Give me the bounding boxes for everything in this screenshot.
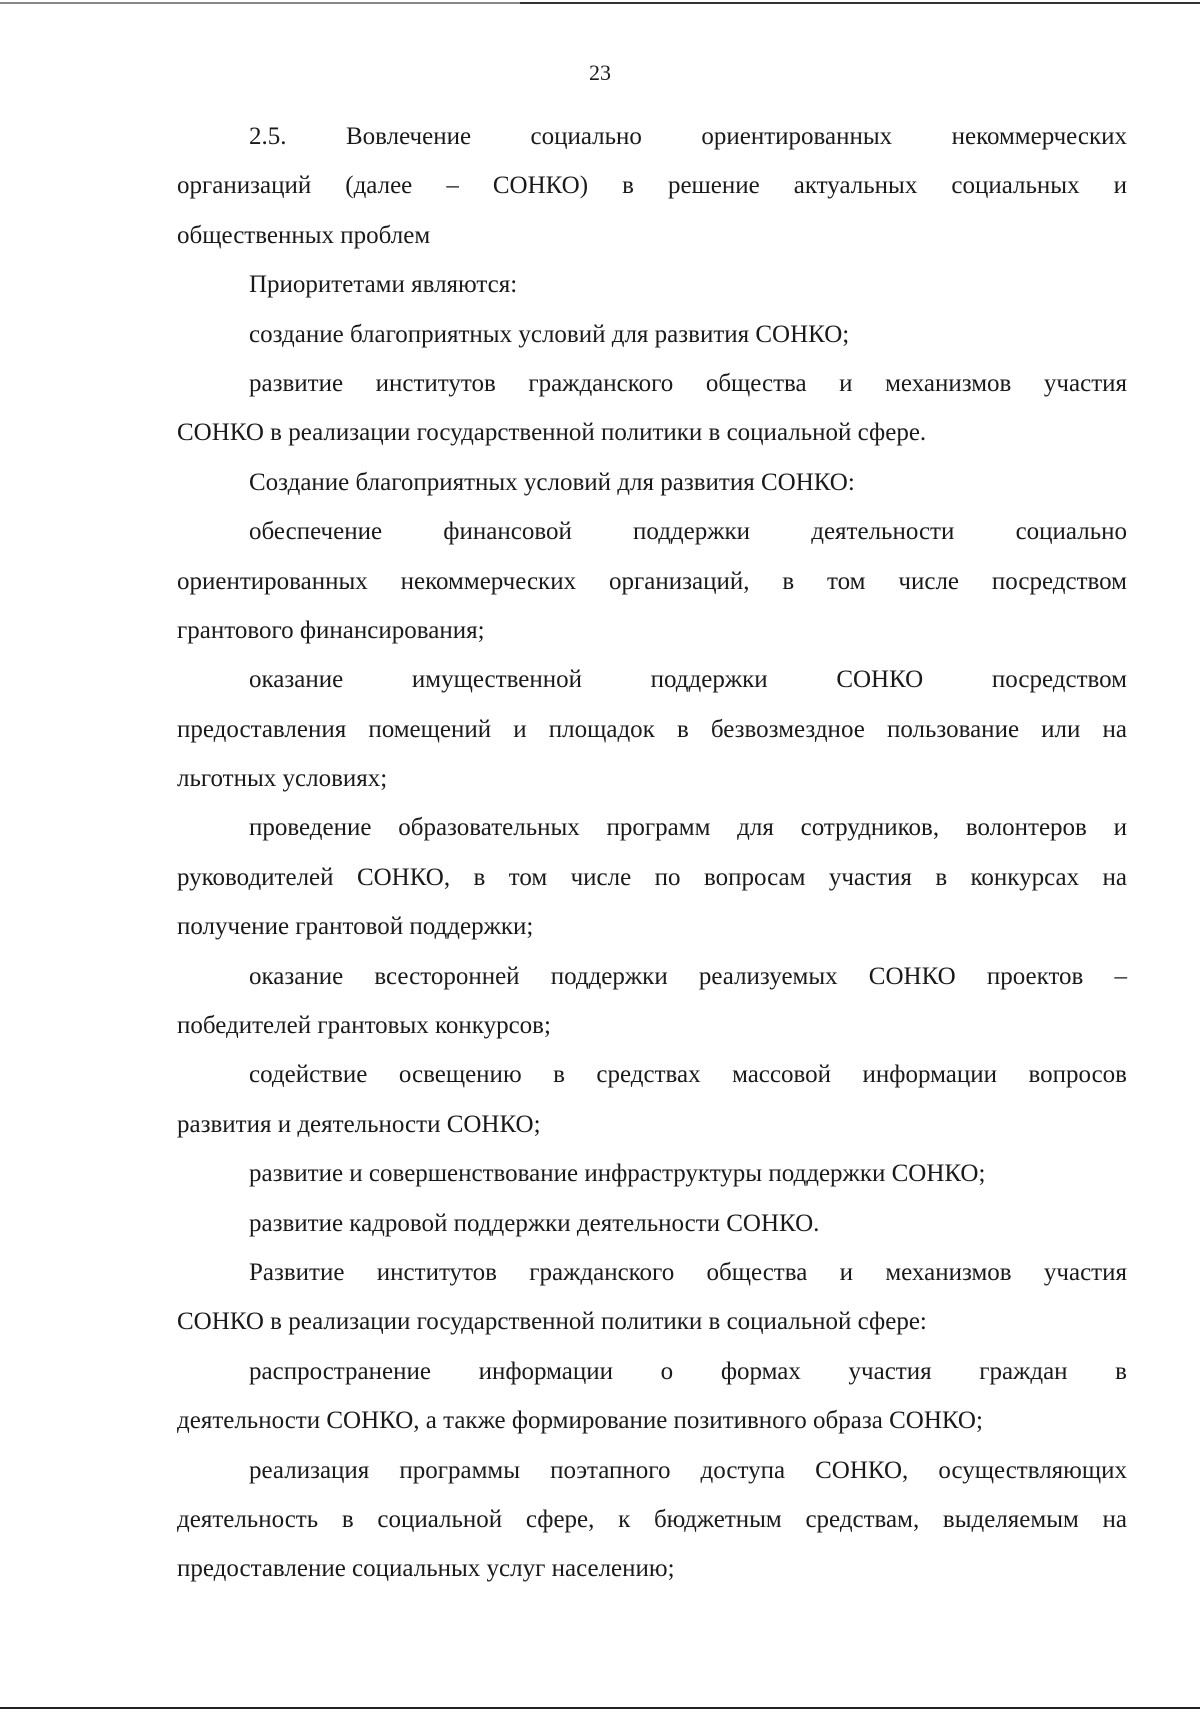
paragraph bbox=[177, 112, 1127, 260]
text-line: общественных проблем bbox=[177, 221, 431, 249]
paragraph bbox=[177, 310, 1127, 359]
text-line: льготных условиях; bbox=[177, 765, 388, 793]
text-line: реализация программы поэтапного доступа СОНКО, осуществляющих bbox=[249, 1456, 1127, 1484]
paragraph bbox=[177, 359, 1127, 458]
text-line: грантового финансирования; bbox=[177, 616, 485, 644]
scan-top-border-faded bbox=[0, 2, 520, 4]
text-line: организаций (далее – СОНКО) в решение актуальных социальных и bbox=[177, 172, 1127, 200]
paragraph bbox=[177, 1446, 1127, 1594]
text-line: СОНКО в реализации государственной политики в социальной сфере. bbox=[177, 419, 927, 447]
scan-bottom-border bbox=[0, 1707, 1200, 1709]
text-line: предоставления помещений и площадок в безвозмездное пользование или на bbox=[177, 715, 1127, 743]
text-line: предоставление социальных услуг населению; bbox=[177, 1555, 675, 1583]
text-line: Развитие институтов гражданского общества и механизмов участия bbox=[249, 1258, 1127, 1286]
paragraph bbox=[177, 655, 1127, 803]
paragraph bbox=[177, 1050, 1127, 1149]
text-line: 2.5. Вовлечение социально ориентированных некоммерческих bbox=[249, 123, 1127, 150]
text-line: создание благоприятных условий для развития СОНКО; bbox=[249, 320, 850, 348]
text-line: получение грантовой поддержки; bbox=[177, 913, 534, 941]
page-number: 23 bbox=[589, 60, 611, 85]
paragraph bbox=[177, 1347, 1127, 1446]
paragraph bbox=[177, 952, 1127, 1051]
text-line: деятельность в социальной сфере, к бюджетным средствам, выделяемым на bbox=[177, 1505, 1127, 1533]
paragraph bbox=[177, 458, 1127, 507]
paragraph bbox=[177, 1199, 1127, 1248]
document-body bbox=[177, 112, 1127, 1594]
text-line: проведение образовательных программ для сотрудников, волонтеров и bbox=[249, 814, 1127, 842]
text-line: развитие и совершенствование инфраструктуры поддержки СОНКО; bbox=[249, 1160, 986, 1188]
text-line: обеспечение финансовой поддержки деятельности социально bbox=[249, 518, 1127, 546]
text-line: оказание имущественной поддержки СОНКО посредством bbox=[249, 666, 1127, 694]
text-line: содействие освещению в средствах массовой информации вопросов bbox=[249, 1061, 1127, 1089]
paragraph bbox=[177, 507, 1127, 655]
paragraph bbox=[177, 1149, 1127, 1198]
paragraph bbox=[177, 1248, 1127, 1347]
text-line: Приоритетами являются: bbox=[249, 271, 518, 299]
text-line: развитие кадровой поддержки деятельности СОНКО. bbox=[249, 1209, 820, 1237]
text-line: деятельности СОНКО, а также формирование позитивного образа СОНКО; bbox=[177, 1407, 983, 1435]
text-line: ориентированных некоммерческих организаций, в том числе посредством bbox=[177, 567, 1127, 595]
text-line: распространение информации о формах участия граждан в bbox=[249, 1357, 1127, 1385]
text-line: СОНКО в реализации государственной политики в социальной сфере: bbox=[177, 1308, 927, 1336]
paragraph bbox=[177, 260, 1127, 309]
text-line: развития и деятельности СОНКО; bbox=[177, 1110, 541, 1138]
text-line: оказание всесторонней поддержки реализуемых СОНКО проектов – bbox=[249, 962, 1127, 990]
paragraph bbox=[177, 803, 1127, 951]
text-line: Создание благоприятных условий для развития СОНКО: bbox=[249, 468, 855, 496]
text-line: развитие институтов гражданского общества и механизмов участия bbox=[249, 369, 1127, 397]
text-line: победителей грантовых конкурсов; bbox=[177, 1012, 551, 1040]
text-line: руководителей СОНКО, в том числе по вопросам участия в конкурсах на bbox=[177, 863, 1127, 891]
